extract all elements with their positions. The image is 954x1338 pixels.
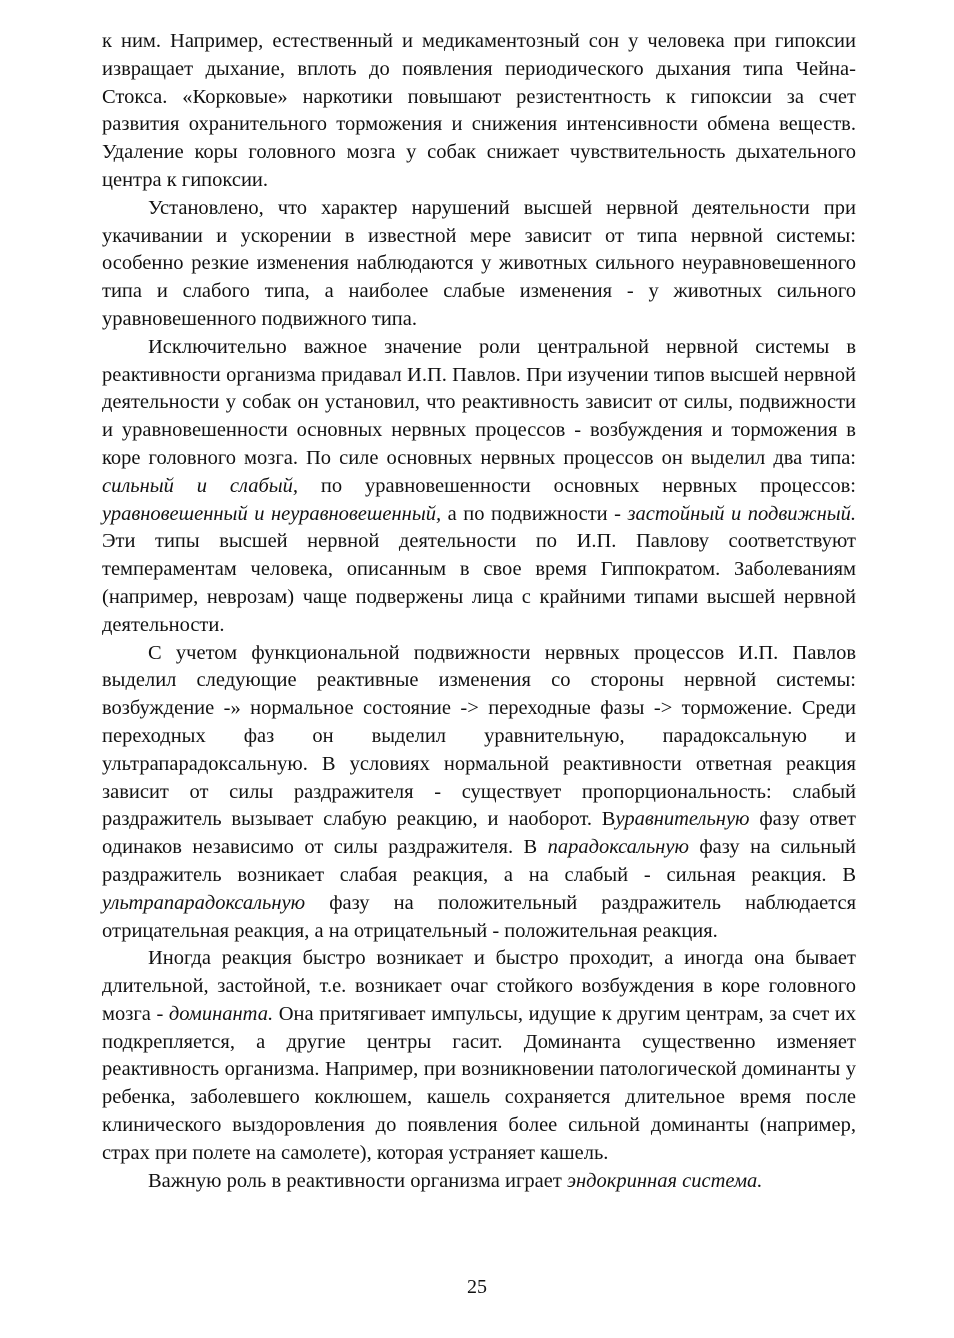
italic-term: сильный и слабый,: [102, 474, 299, 497]
italic-term: парадоксальную: [547, 836, 689, 859]
text-run: фазу на сильный раздражитель возникает слабая реакция, а на слабый - сильная реакция. В: [102, 836, 856, 886]
paragraph-4: [102, 640, 856, 946]
page-body: [102, 28, 856, 1195]
italic-term: ультрапарадоксальную: [102, 891, 306, 914]
text-run: Важную роль в реактивности организма играет: [148, 1169, 567, 1192]
text-run: фазу ответ одинаков независимо от силы раздражителя. В: [102, 808, 856, 859]
text-run: к ним. Например, естественный и медикаментозный сон у человека при гипоксии извращает дыхание, вплоть до появления периодического дыхания типа Чейна-Стокса. «Корковые» наркотики повышают резистентность к гипоксии за счет развития охранительного торможения и снижения интенсивности обмена веществ. Удаление коры головного мозга у собак снижает чувствительность дыхательного центра к гипоксии.: [102, 30, 856, 191]
text-run: а по подвижности -: [441, 502, 628, 525]
italic-term: уравновешенный и неуравновешенный,: [102, 502, 442, 525]
text-run: Установлено, что характер нарушений высшей нервной деятельности при укачивании и ускорении в известной мере зависит от типа нервной системы: особенно резкие изменения наблюдаются у животных сильного неуравновешенного типа и слабого типа, а наиболее слабые изменения - у животных сильного уравновешенного подвижного типа.: [102, 196, 856, 330]
paragraph-2: [102, 195, 856, 334]
italic-term: уравнительную: [615, 808, 750, 831]
paragraph-3: [102, 334, 856, 640]
italic-term: застойный и подвижный.: [627, 502, 857, 525]
paragraph-1: [102, 28, 856, 195]
text-run: фазу на положительный раздражитель наблюдается отрицательная реакция, а на отрицательный - положительная реакция.: [102, 891, 856, 942]
italic-term: эндокринная система.: [566, 1169, 763, 1192]
text-run: Эти типы высшей нервной деятельности по И.П. Павлову соответствуют темпераментам человека, описанным в свое время Гиппократом. Заболеваниям (например, неврозам) чаще подвержены лица с крайними типами высшей нервной деятельности.: [102, 530, 856, 636]
text-run: по уравновешенности основных нервных процессов:: [298, 474, 856, 497]
italic-term: доминанта.: [168, 1002, 274, 1025]
page-number: 25: [467, 1276, 487, 1298]
paragraph-5: [102, 945, 856, 1167]
text-run: Она притягивает импульсы, идущие к другим центрам, за счет их подкрепляется, а другие центры гасит. Доминанта существенно изменяет реактивность организма. Например, при возникновении патологической доминанты у ребенка, заболевшего коклюшем, кашель сохраняется длительное время после клинического выздоровления до появления более сильной доминанты (например, страх при полете на самолете), которая устраняет кашель.: [102, 1002, 857, 1164]
paragraph-6: [102, 1168, 856, 1196]
text-run: Исключительно важное значение роли центральной нервной системы в реактивности организма придавал И.П. Павлов. При изучении типов высшей нервной деятельности у собак он установил, что реактивность зависит от силы, подвижности и уравновешенности основных нервных процессов - возбуждения и торможения в коре головного мозга. По силе основных нервных процессов он выделил два типа:: [102, 335, 856, 469]
text-run: Иногда реакция быстро возникает и быстро проходит, а иногда она бывает длительной, застойной, т.е. возникает очаг стойкого возбуждения в коре головного мозга -: [102, 947, 856, 1025]
text-run: С учетом функциональной подвижности нервных процессов И.П. Павлов выделил следующие реактивные изменения со стороны нервной системы: возбуждение -» нормальное состояние -> переходные фазы -> торможение. Среди переходных фаз он выделил уравнительную, парадоксальную и ультрапарадоксальную. В условиях нормальной реактивности ответная реакция зависит от силы раздражителя - существует пропорциональность: слабый раздражитель вызывает слабую реакцию, и наоборот. В: [102, 641, 856, 831]
